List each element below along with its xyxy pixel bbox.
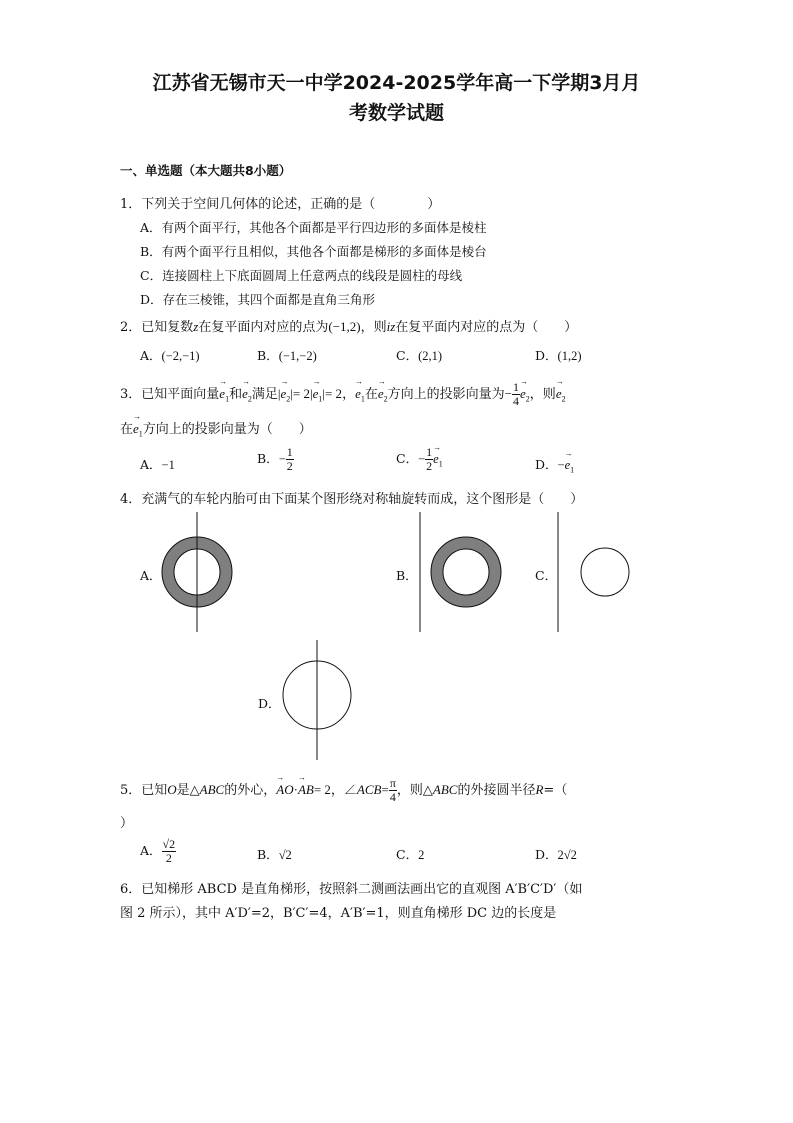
ring-shape <box>437 543 495 601</box>
q3-option-b: B．− $\frac{1}{2}$ <box>257 445 293 473</box>
page-title-line1: 江苏省无锡市天一中学2024-2025学年高一下学期3月月 <box>152 72 641 94</box>
circle-shape <box>581 548 629 596</box>
q2-option-d: D．(1,2) <box>535 348 582 363</box>
q5-option-d: D．2√2 <box>535 847 577 862</box>
q4-option-d-label: D． <box>258 696 281 711</box>
q2-stem: 2．已知复数z在复平面内对应的点为(−1,2)，则iz在复平面内对应的点为（ ） <box>120 319 578 335</box>
q4-stem: 4．充满气的车轮内胎可由下面某个图形绕对称轴旋转而成，这个图形是（ ） <box>120 492 584 507</box>
q3-option-c: C．− $\frac{1}{2}$ → $e_1$ <box>396 446 443 473</box>
q5-option-a: A． $\frac{√2}{2}$ <box>140 837 176 865</box>
q4-option-c-label: C． <box>535 568 558 583</box>
q6-stem-line2: 图 2 所示），其中 A′D′=2，B′C′=4，A′B′=1，则直角梯形 DC 边的长度是 <box>120 906 557 921</box>
q3-option-d: D．−→ $e_1$ <box>535 455 574 475</box>
page-title-line2: 考数学试题 <box>348 102 444 124</box>
q1-option-d: D．存在三棱锥，其四个面都是直角三角形 <box>140 292 376 307</box>
q1-stem: 1．下列关于空间几何体的论述，正确的是（ ） <box>120 197 441 212</box>
q2-option-b: B．(−1,−2) <box>257 348 317 363</box>
q4-figure-a <box>155 510 245 634</box>
q4-option-a-label: A． <box>140 568 162 583</box>
q5-option-c: C．2 <box>396 847 425 862</box>
q2-option-c: C．(2,1) <box>396 348 443 363</box>
q1-option-b: B．有两个面平行且相似，其他各个面都是梯形的多面体是棱台 <box>140 244 487 259</box>
q6-stem-line1: 6．已知梯形 ABCD 是直角梯形，按照斜二测画法画出它的直观图 A′B′C′D′（如 <box>120 882 583 897</box>
q1-option-c: C．连接圆柱上下底面圆周上任意两点的线段是圆柱的母线 <box>140 268 463 283</box>
q4-figure-b <box>415 510 515 634</box>
q3-stem-line2: 在→ $e_1$方向上的投影向量为（ ） <box>120 418 312 439</box>
q4-figure-d <box>275 638 365 762</box>
q5-stem-line2: ） <box>120 816 134 831</box>
q2-option-a: A．(−2,−1) <box>140 348 200 363</box>
q3-option-a: A．−1 <box>140 457 175 472</box>
q5-stem-line1: 5．已知O是△ABC的外心，→ AO·→ AB= 2，∠ACB= $\frac{\pi}{4}$ ，则△ABC的外接圆半径R=（ <box>120 777 567 804</box>
section-heading: 一、单选题（本大题共8小题） <box>120 163 292 178</box>
q1-option-a: A．有两个面平行，其他各个面都是平行四边形的多面体是棱柱 <box>140 220 487 235</box>
q4-option-b-label: B． <box>396 568 418 583</box>
q3-stem-line1: 3．已知平面向量→ $e_1$和→ $e_2$满足|→ $e_2|= 2|\to e_1|= 2$，→ $e_1$在→ $e_2$方向上的投影向量为− $\frac{1}{4}$ → $e_2$，则→ $e_2$ <box>120 381 566 408</box>
q4-figure-c <box>553 510 643 634</box>
q5-option-b: B．√2 <box>257 847 292 862</box>
